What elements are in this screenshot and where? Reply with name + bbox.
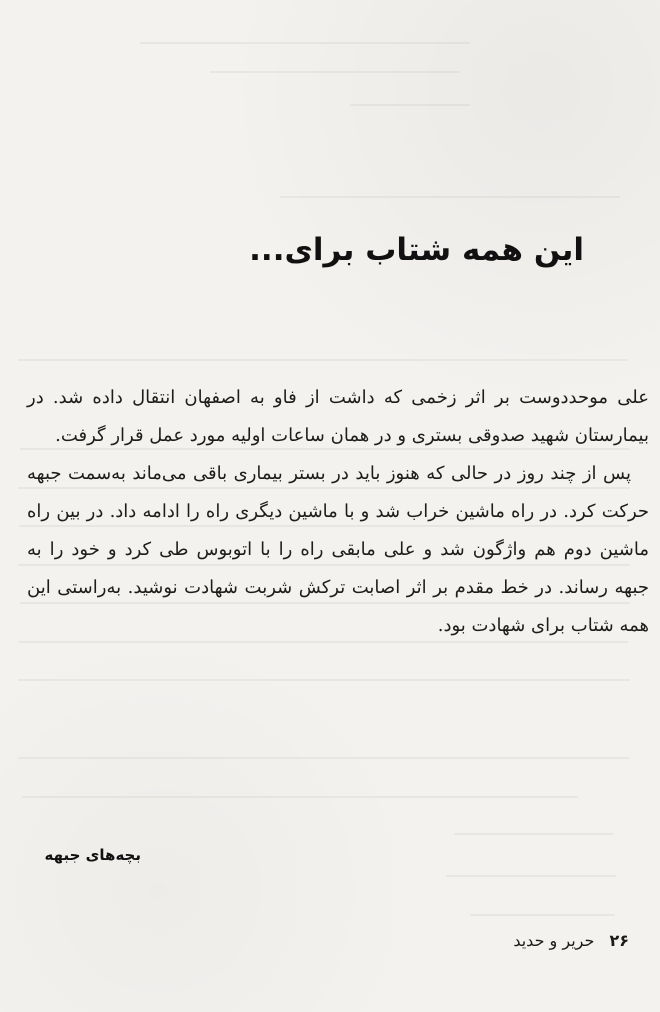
page-footer <box>513 931 629 950</box>
article-body <box>27 379 649 645</box>
paragraph-2: پس از چند روز در حالی که هنوز باید در بستر بیماری باقی می‌ماند به‌سمت جبهه حرکت کرد. در راه ماشین خراب شد و با ماشین دیگری راه را ادامه داد. در بین راه ماشین دوم هم واژگون شد و علی مابقی راه را با اتوبوس طی کرد و خود را به جبهه رساند. در خط مقدم بر اثر اصابت ترکش شربت شهادت نوشید. به‌راستی این همه شتاب برای شهادت بود. <box>27 463 649 636</box>
book-title: حریر و حدید <box>513 931 595 950</box>
paragraph-1: علی موحددوست بر اثر زخمی که داشت از فاو به اصفهان انتقال داده شد. در بیمارستان شهید صدوقی بستری و در همان ساعات اولیه مورد عمل قرار گرفت. <box>27 387 649 446</box>
page-title: این همه شتاب برای... <box>249 232 584 268</box>
source-credit: بچه‌های جبهه <box>44 846 141 864</box>
page-number: ۲۶ <box>609 931 629 950</box>
